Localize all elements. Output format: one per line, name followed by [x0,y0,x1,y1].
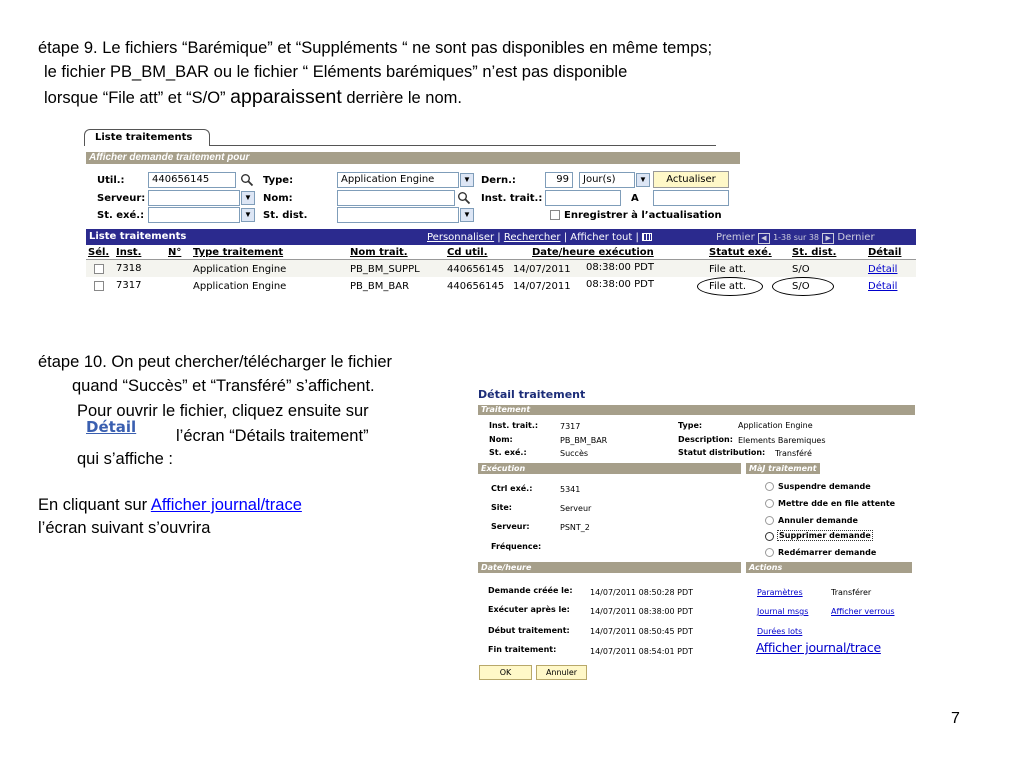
annuler-label: Annuler demande [778,516,858,525]
detail-title: Détail traitement [478,388,586,401]
journal-line1 [38,494,302,516]
row-detail-link[interactable]: Détail [868,281,898,292]
row-inst: 7318 [116,263,142,274]
executer-apres-value: 14/07/2011 08:38:00 PDT [590,607,693,616]
suspendre-radio[interactable] [765,482,774,491]
grid-sep-1: | [497,232,501,243]
step9-line1: étape 9. Le fichiers “Barémique” et “Suppléments “ ne sont pas disponibles en même temps; [38,39,713,57]
tab-liste-traitements[interactable]: Liste traitements [84,129,210,146]
col-sel[interactable]: Sél. [88,247,110,258]
step10-line4: l’écran “Détails traitement” [176,427,369,445]
inst-label: Inst. trait.: [481,193,543,204]
row-type: Application Engine [193,281,287,292]
unit-select[interactable]: Jour(s) [579,172,635,188]
redemarrer-radio[interactable] [765,548,774,557]
row-type: Application Engine [193,264,287,275]
step9-line3c: derrière le nom. [346,89,462,107]
page-number: 7 [951,710,960,727]
dern-field[interactable]: 99 [545,172,573,188]
col-date[interactable]: Date/heure exécution [532,247,654,258]
journal-link-text: Afficher journal/trace [150,496,302,514]
debut-traitement-value: 14/07/2011 08:50:45 PDT [590,627,693,636]
annuler-button[interactable]: Annuler [536,665,587,680]
step10-line3: Pour ouvrir le fichier, cliquez ensuite sur [77,402,369,420]
tab-rule [210,145,716,146]
stdist-label: St. dist. [263,210,308,221]
nom-label: Nom: [263,193,293,204]
demande-creee-value: 14/07/2011 08:50:28 PDT [590,588,693,597]
stdist-select[interactable] [337,207,459,223]
step10-line2: quand “Succès” et “Transféré” s’affichent. [72,377,375,395]
actualiser-button[interactable]: Actualiser [653,171,729,188]
serveur-dropdown-icon[interactable]: ▼ [241,191,255,205]
col-no[interactable]: N° [168,247,182,258]
section-actions: Actions [746,562,912,573]
col-cd[interactable]: Cd util. [447,247,488,258]
section-dateheure: Date/heure [478,562,741,573]
col-dist[interactable]: St. dist. [792,247,837,258]
durees-lots-link[interactable]: Durées lots [757,627,803,636]
col-inst[interactable]: Inst. [116,247,142,258]
row-date: 14/07/2011 [513,281,571,292]
fin-traitement-value: 14/07/2011 08:54:01 PDT [590,647,693,656]
type-label-detail: Type: [678,421,703,430]
row-cd: 440656145 [447,281,505,292]
pager [716,232,875,244]
section-traitement: Traitement [478,405,915,415]
desc-label-detail: Description: [678,435,733,444]
section-execution: Exécution [478,463,741,474]
frequence-label: Fréquence: [491,542,542,551]
afficher-verrous-link[interactable]: Afficher verrous [831,607,895,616]
nom-lookup-icon[interactable] [457,191,471,205]
type-label: Type: [263,175,294,186]
file-attente-label: Mettre dde en file attente [778,499,896,508]
inst-field[interactable] [545,190,621,206]
dern-label: Dern.: [481,175,516,186]
detail-link-image: Détail [86,418,137,436]
site-value: Serveur [560,504,592,513]
stdist-dropdown-icon[interactable]: ▼ [460,208,474,222]
personnaliser-link[interactable]: Personnaliser [427,232,495,243]
step9-line3 [44,86,462,109]
util-label: Util.: [97,175,125,186]
ctrl-exe-label: Ctrl exé.: [491,484,533,493]
premier-link[interactable]: Premier [716,232,755,243]
serveur-label: Serveur: [97,193,146,204]
row-statut: File att. [709,281,747,292]
enregistrer-label: Enregistrer à l’actualisation [564,210,722,221]
row-cd: 440656145 [447,264,505,275]
stexe-value-detail: Succès [560,449,589,458]
step9-line3b: apparaissent [230,86,342,108]
desc-value-detail: Elements Baremiques [738,436,826,445]
row-date: 14/07/2011 [513,264,571,275]
row-time: 08:38:00 PDT [586,279,654,290]
step9-line3a: lorsque “File att” et “S/O” [44,89,226,107]
file-attente-radio[interactable] [765,499,774,508]
fin-traitement-label: Fin traitement: [488,645,557,654]
type-value-detail: Application Engine [738,421,813,430]
statut-highlight-ellipse [697,277,763,296]
filter-header: Afficher demande traitement pour [86,152,740,164]
row-statut: File att. [709,264,747,275]
dist-highlight-ellipse [772,277,834,296]
step10-line1: étape 10. On peut chercher/télécharger le fichier [38,353,393,371]
row-nom: PB_BM_BAR [350,281,410,292]
serveur-label-detail: Serveur: [491,522,530,531]
supprimer-label: Supprimer demande [779,531,871,540]
site-label: Site: [491,503,512,512]
row-nom: PB_BM_SUPPL [350,264,420,275]
grid-title-text: Liste traitements [89,231,187,242]
executer-apres-label: Exécuter après le: [488,605,570,614]
afficher-tout-link[interactable]: | Afficher tout | [563,232,639,243]
pager-range: 1-38 sur 38 [773,233,820,242]
util-lookup-icon[interactable] [240,173,254,187]
ok-button[interactable]: OK [479,665,532,680]
nom-label-detail: Nom: [489,435,513,444]
row-dist: S/O [792,281,810,292]
step10-line5: qui s’affiche : [77,450,174,468]
statdist-value-detail: Transféré [775,449,812,458]
col-type[interactable]: Type traitement [193,247,284,258]
redemarrer-label: Redémarrer demande [778,548,877,557]
inst-to-field[interactable] [653,190,729,206]
statdist-label-detail: Statut distribution: [678,448,766,457]
enregistrer-checkbox[interactable] [550,210,560,220]
serveur-select[interactable] [148,190,240,206]
nom-field[interactable] [337,190,455,206]
inst-trait-value: 7317 [560,422,581,431]
table-row [86,260,916,277]
dernier-link[interactable]: Dernier [837,232,875,243]
grid-view-icon[interactable] [642,233,652,241]
row-dist: S/O [792,264,810,275]
suspendre-label: Suspendre demande [778,482,871,491]
next-icon[interactable]: ▶ [822,233,834,244]
nom-value-detail: PB_BM_BAR [560,436,608,445]
section-maj: MàJ traitement [746,463,820,474]
stexe-dropdown-icon[interactable]: ▼ [241,208,255,222]
transferer-text[interactable]: Transférer [831,588,872,597]
row-select-checkbox[interactable] [94,281,104,291]
ctrl-exe-value: 5341 [560,485,581,494]
serveur-value-detail: PSNT_2 [560,523,590,532]
step9-line2: le fichier PB_BM_BAR ou le fichier “ Eléments barémiques” n’est pas disponible [44,63,628,81]
col-detail[interactable]: Détail [868,247,902,258]
a-label: A [631,193,639,204]
journal-msgs-link[interactable]: Journal msgs [757,607,809,616]
type-dropdown-icon[interactable]: ▼ [460,173,474,187]
unit-dropdown-icon[interactable]: ▼ [636,173,650,187]
annuler-radio[interactable] [765,516,774,525]
col-nom[interactable]: Nom trait. [350,247,408,258]
row-inst: 7317 [116,280,142,291]
afficher-journal-trace-link[interactable]: Afficher journal/trace [756,640,881,655]
col-statut[interactable]: Statut exé. [709,247,772,258]
journal-prefix: En cliquant sur [38,496,148,514]
journal-line2: l’écran suivant s’ouvrira [38,519,211,537]
type-select[interactable]: Application Engine [337,172,459,188]
stexe-label: St. exé.: [97,210,145,221]
stexe-select[interactable] [148,207,240,223]
prev-icon[interactable]: ◀ [758,233,770,244]
row-time: 08:38:00 PDT [586,262,654,273]
grid-header-row [86,245,916,259]
rechercher-link[interactable]: Rechercher [503,232,561,243]
grid-links [427,232,652,243]
stexe-label-detail: St. exé.: [489,448,527,457]
inst-trait-label: Inst. trait.: [489,421,539,430]
row-detail-link[interactable]: Détail [868,264,898,275]
supprimer-radio[interactable] [765,532,774,541]
parametres-link[interactable]: Paramètres [757,588,803,597]
util-field[interactable]: 440656145 [148,172,236,188]
row-select-checkbox[interactable] [94,264,104,274]
demande-creee-label: Demande créée le: [488,586,573,595]
debut-traitement-label: Début traitement: [488,626,570,635]
